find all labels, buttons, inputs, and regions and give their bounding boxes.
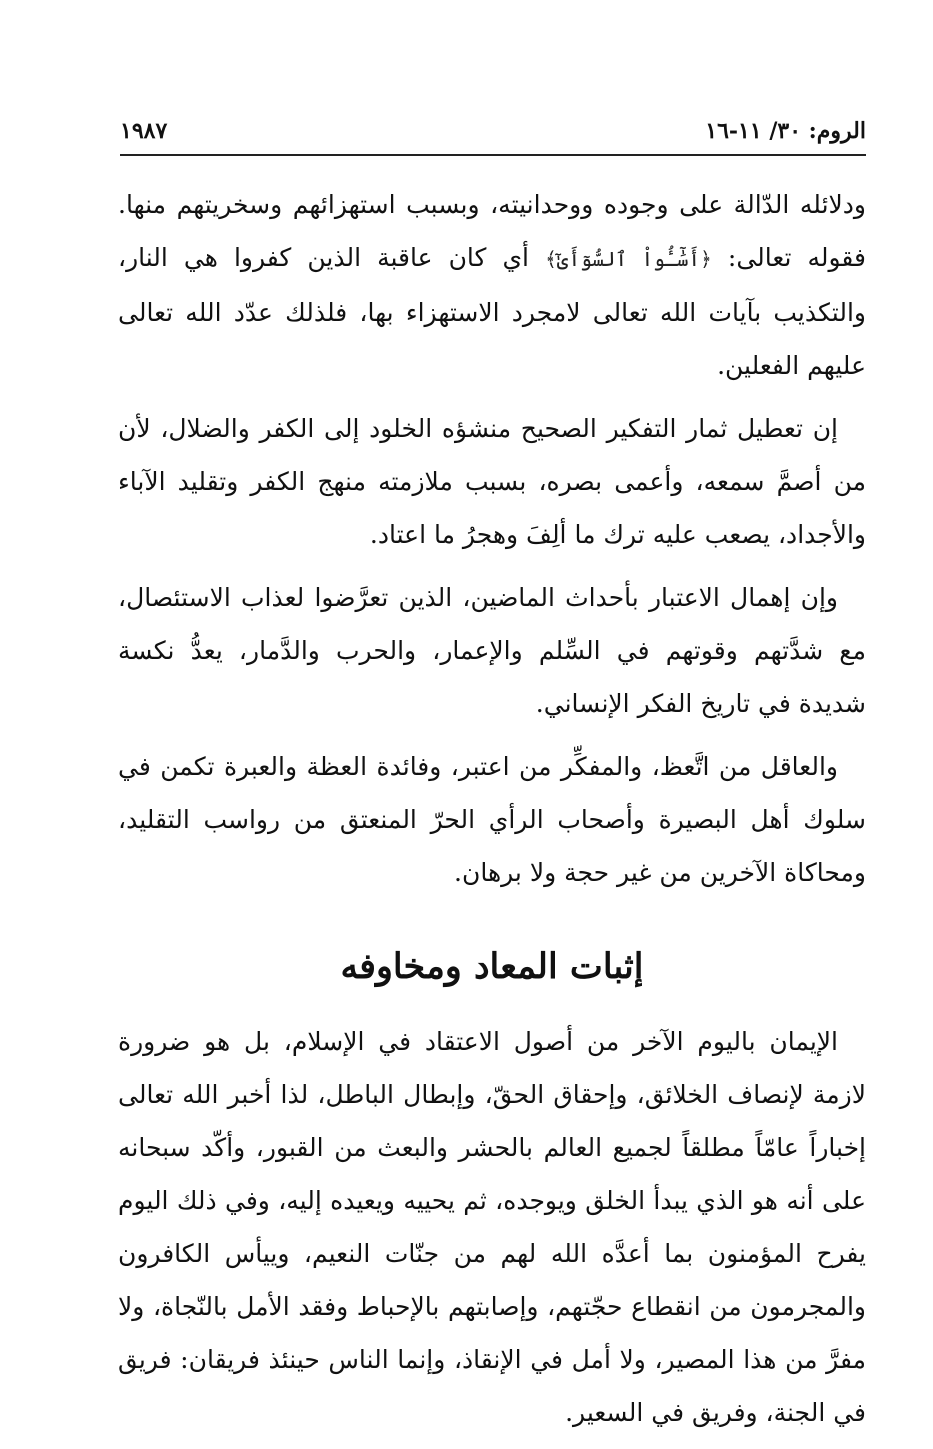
paragraph-text: أي كان عاقبة الذين كفروا هي النار، والتكذيب بآيات الله تعالى لامجرد الاستهزاء بها، فلذلك عدّد الله تعالى عليهم الفعلين. <box>118 243 866 380</box>
paragraph: وإن إهمال الاعتبار بأحداث الماضين، الذين تعرَّضوا لعذاب الاستئصال، مع شدَّتهم وقوتهم في السِّلم والإعمار، والحرب والدَّمار، يعدُّ نكسة شديدة في تاريخ الفكر الإنساني. <box>118 583 866 718</box>
paragraph-text: ودلائله الدّالة على وجوده ووحدانيته، وبسبب استهزائهم وسخريتهم منها. فقوله تعالى: <box>118 190 867 272</box>
surah-reference: الروم: ٣٠/ ١١-١٦ <box>705 118 866 144</box>
section-title: إثبات المعاد ومخاوفه <box>340 946 644 987</box>
page-header <box>120 118 866 152</box>
page-number: ١٩٨٧ <box>120 118 168 144</box>
quran-quote: ﴿أَسَٰٓـُٔواْ ٱلسُّوٓأَىٰٓ﴾ <box>545 247 712 271</box>
paragraph: إن تعطيل ثمار التفكير الصحيح منشؤه الخلود إلى الكفر والضلال، لأن من أصمَّ سمعه، وأعمى بصره، بسبب ملازمته منهج الكفر وتقليد الآباء والأجداد، يصعب عليه ترك ما ألِفَ وهجرُ ما اعتاد. <box>118 414 866 549</box>
section-paragraph: الإيمان باليوم الآخر من أصول الاعتقاد في الإسلام، بل هو ضرورة لازمة لإنصاف الخلائق، وإحقاق الحقّ، وإبطال الباطل، لذا أخبر الله تعالى إخباراً عامّاً مطلقاً لجميع العالم بالحشر والبعث من القبور، وأكّد سبحانه على أنه هو الذي يبدأ الخلق ويوجده، ثم يحييه ويعيده إليه، وفي ذلك اليوم يفرح المؤمنون بما أعدَّه الله لهم من جنّات النعيم، وييأس الكافرون والمجرمون من انقطاع حجّتهم، وإصابتهم بالإحباط وفقد الأمل بالنّجاة، ولا مفرَّ من هذا المصير، ولا أمل في الإنقاذ، وإنما الناس حينئذ فريقان: فريق في الجنة، وفريق في السعير. <box>118 1027 866 1427</box>
paragraph: والعاقل من اتَّعظ، والمفكِّر من اعتبر، وفائدة العظة والعبرة تكمن في سلوك أهل البصيرة وأصحاب الرأي الحرّ المنعتق من رواسب التقليد، ومحاكاة الآخرين من غير حجة ولا برهان. <box>118 752 866 887</box>
page-body <box>118 178 866 1449</box>
paragraph-continuation <box>118 178 866 392</box>
header-divider <box>120 154 866 156</box>
